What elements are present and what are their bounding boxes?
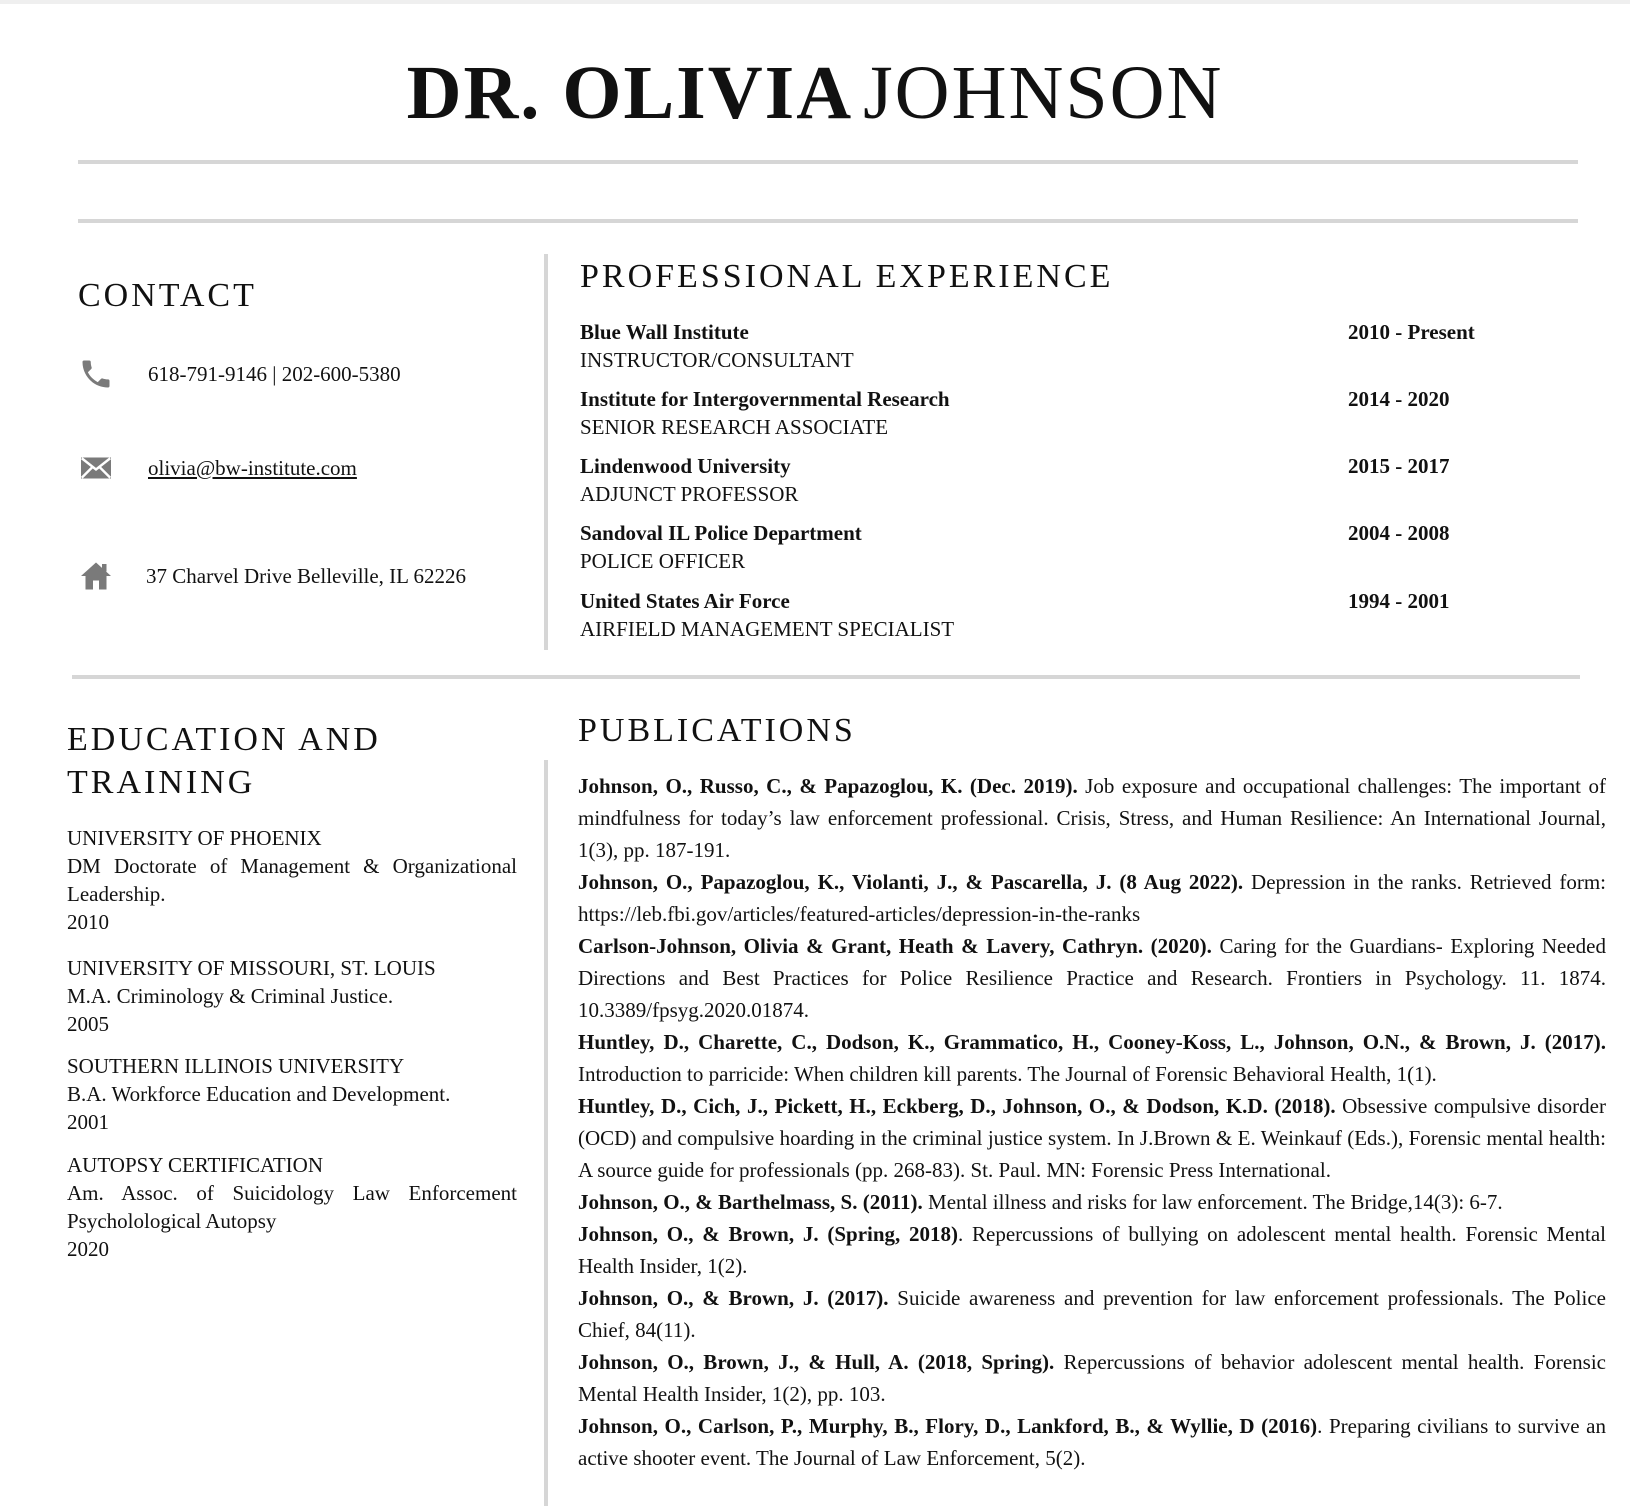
contact-phone xyxy=(78,356,401,392)
publication-text: . Preparing civilians to survive an active shooter event. The Journal of Law Enforcement, 5(2). xyxy=(578,1414,1606,1470)
experience-years: 1994 - 2001 xyxy=(1348,589,1450,613)
education-year: 2010 xyxy=(67,910,109,934)
home-icon xyxy=(78,558,114,594)
education-year: 2020 xyxy=(67,1237,109,1261)
education-school: SOUTHERN ILLINOIS UNIVERSITY xyxy=(67,1054,405,1078)
name-last: JOHNSON xyxy=(863,51,1224,135)
experience-item xyxy=(580,519,1480,575)
publication-authors: Huntley, D., Cich, J., Pickett, H., Eckberg, D., Johnson, O., & Dodson, K.D. (2018). xyxy=(578,1094,1336,1118)
education-degree: DM Doctorate of Management & Organizational Leadership. xyxy=(67,854,517,906)
name-first: DR. OLIVIA xyxy=(406,51,854,135)
education-degree: B.A. Workforce Education and Development. xyxy=(67,1082,451,1106)
publication-entry xyxy=(578,1410,1606,1474)
education-year: 2005 xyxy=(67,1012,109,1036)
experience-org: United States Air Force xyxy=(580,589,790,613)
top-edge xyxy=(0,0,1630,4)
experience-role: SENIOR RESEARCH ASSOCIATE xyxy=(580,415,889,439)
education-item xyxy=(67,1151,517,1263)
experience-role: AIRFIELD MANAGEMENT SPECIALIST xyxy=(580,617,955,641)
publication-text: Job exposure and occupational challenges: The important of mindfulness for today’s law enforcement professional. Crisis, Stress, and Human Resilience: An International Journal, 1(3), pp. 187-191. xyxy=(578,774,1606,862)
education-item xyxy=(67,954,517,1038)
publication-text: Depression in the ranks. Retrieved form: https://leb.fbi.gov/articles/featured-articles/depression-in-the-ranks xyxy=(578,870,1606,926)
experience-item xyxy=(580,452,1480,508)
education-school: UNIVERSITY OF PHOENIX xyxy=(67,826,322,850)
publication-authors: Johnson, O., Papazoglou, K., Violanti, J., & Pascarella, J. (8 Aug 2022). xyxy=(578,870,1244,894)
email-link[interactable]: olivia@bw-institute.com xyxy=(148,455,357,480)
publication-text: Caring for the Guardians- Exploring Needed Directions and Best Practices for Police Resilience Practice and Research. Frontiers in Psychology. 11. 1874. 10.3389/fpsyg.2020.01874. xyxy=(578,934,1607,1022)
publication-authors: Johnson, O., Russo, C., & Papazoglou, K. (Dec. 2019). xyxy=(578,774,1078,798)
experience-years: 2010 - Present xyxy=(1348,320,1475,344)
education-degree: M.A. Criminology & Criminal Justice. xyxy=(67,984,394,1008)
education-school: AUTOPSY CERTIFICATION xyxy=(67,1153,324,1177)
contact-email xyxy=(78,450,357,486)
publication-entry xyxy=(578,1218,1606,1282)
bottom-section-divider xyxy=(544,760,548,1506)
publication-text: Suicide awareness and prevention for law enforcement professionals. The Police Chief, 84(11). xyxy=(578,1286,1606,1342)
publication-text: Introduction to parricide: When children kill parents. The Journal of Forensic Behavioral Health, 1(1). xyxy=(578,1062,1437,1086)
contact-heading: CONTACT xyxy=(78,277,257,314)
publication-entry xyxy=(578,1186,1606,1218)
phone-number: 618-791-9146 | 202-600-5380 xyxy=(148,361,401,386)
publication-entry xyxy=(578,1090,1606,1186)
publication-text: Repercussions of behavior adolescent mental health. Forensic Mental Health Insider, 1(2), pp. 103. xyxy=(578,1350,1606,1406)
publication-authors: Johnson, O., & Brown, J. (2017). xyxy=(578,1286,889,1310)
publication-entry xyxy=(578,1346,1606,1410)
experience-years: 2004 - 2008 xyxy=(1348,521,1450,545)
contact-address xyxy=(78,558,466,594)
publication-authors: Johnson, O., Carlson, P., Murphy, B., Flory, D., Lankford, B., & Wyllie, D (2016) xyxy=(578,1414,1318,1438)
publication-authors: Johnson, O., & Brown, J. (Spring, 2018) xyxy=(578,1222,959,1246)
phone-icon xyxy=(78,356,114,392)
publication-authors: Huntley, D., Charette, C., Dodson, K., Grammatico, H., Cooney-Koss, L., Johnson, O.N., & Brown, J. (2017). xyxy=(578,1030,1606,1054)
experience-role: INSTRUCTOR/CONSULTANT xyxy=(580,348,854,372)
experience-years: 2014 - 2020 xyxy=(1348,387,1450,411)
publications-list xyxy=(578,770,1606,1474)
publication-text: . Repercussions of bullying on adolescent mental health. Forensic Mental Health Insider, 1(2). xyxy=(578,1222,1606,1278)
top-section-divider xyxy=(544,254,548,650)
education-school: UNIVERSITY OF MISSOURI, ST. LOUIS xyxy=(67,956,436,980)
publication-entry xyxy=(578,1282,1606,1346)
experience-org: Sandoval IL Police Department xyxy=(580,521,862,545)
education-item xyxy=(67,1052,517,1136)
education-heading-line1: EDUCATION AND xyxy=(67,721,381,758)
publication-text: Mental illness and risks for law enforcement. The Bridge,14(3): 6-7. xyxy=(922,1190,1503,1214)
education-year: 2001 xyxy=(67,1110,109,1134)
education-item xyxy=(67,824,517,936)
experience-heading: PROFESSIONAL EXPERIENCE xyxy=(580,258,1114,295)
experience-role: POLICE OFFICER xyxy=(580,549,746,573)
education-degree: Am. Assoc. of Suicidology Law Enforcement Psycholological Autopsy xyxy=(67,1181,517,1233)
publication-entry xyxy=(578,930,1606,1026)
experience-org: Lindenwood University xyxy=(580,454,791,478)
publication-authors: Carlson-Johnson, Olivia & Grant, Heath & Lavery, Cathryn. (2020). xyxy=(578,934,1212,958)
publication-entry xyxy=(578,866,1606,930)
publication-entry xyxy=(578,1026,1606,1090)
experience-item xyxy=(580,318,1480,374)
candidate-name xyxy=(0,48,1630,138)
education-heading xyxy=(67,718,381,804)
education-heading-line2: TRAINING xyxy=(67,764,256,801)
experience-item xyxy=(580,587,1480,643)
header-rule-bottom xyxy=(78,219,1578,223)
middle-rule xyxy=(72,675,1580,679)
publication-authors: Johnson, O., & Barthelmass, S. (2011). xyxy=(578,1190,923,1214)
publication-authors: Johnson, O., Brown, J., & Hull, A. (2018, Spring). xyxy=(578,1350,1055,1374)
publication-text: Obsessive compulsive disorder (OCD) and compulsive hoarding in the criminal justice system. In J.Brown & E. Weinkauf (Eds.), Forensic mental health: A source guide for professionals (pp. 268-83). St. Paul. MN: Forensic Press International. xyxy=(578,1094,1606,1182)
publications-heading: PUBLICATIONS xyxy=(578,712,856,749)
header-rule-top xyxy=(78,160,1578,164)
experience-years: 2015 - 2017 xyxy=(1348,454,1450,478)
publication-entry xyxy=(578,770,1606,866)
experience-org: Institute for Intergovernmental Research xyxy=(580,387,950,411)
experience-org: Blue Wall Institute xyxy=(580,320,749,344)
experience-role: ADJUNCT PROFESSOR xyxy=(580,482,799,506)
envelope-icon xyxy=(78,450,114,486)
experience-item xyxy=(580,385,1480,441)
address-text: 37 Charvel Drive Belleville, IL 62226 xyxy=(146,563,466,588)
